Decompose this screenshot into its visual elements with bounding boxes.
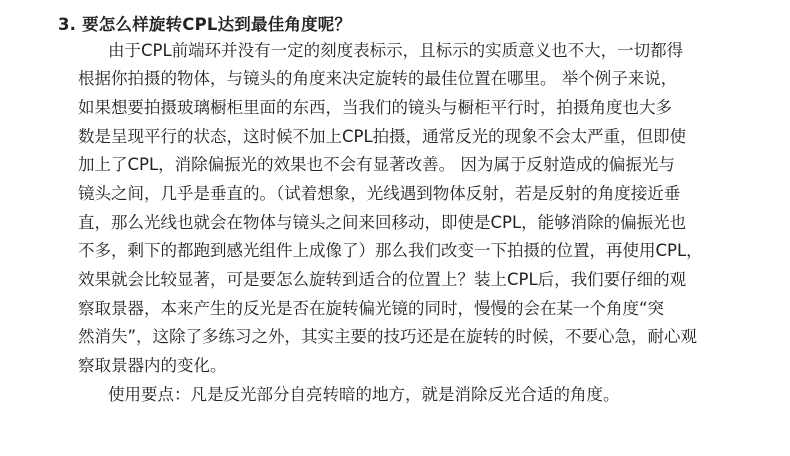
paragraph-1-line-1: 由于CPL前端环并没有一定的刻度表标示，且标示的实质意义也不大，一切都得 — [108, 41, 684, 60]
paragraph-1-line-11: 然消失”，这除了多练习之外，其实主要的技巧还是在旋转的时候，不要心急，耐心观 — [78, 327, 698, 346]
paragraph-1-line-2: 根据你拍摄的物体，与镜头的角度来决定旋转的最佳位置在哪里。 举个例子来说， — [78, 69, 678, 88]
paragraph-1-line-10: 察取景器，本来产生的反光是否在旋转偏光镜的同时，慢慢的会在某一个角度“突 — [78, 299, 665, 318]
paragraph-1-line-5: 加上了CPL，消除偏振光的效果也不会有显著改善。 因为属于反射造成的偏振光与 — [78, 155, 675, 174]
paragraph-1-line-4: 数是呈现平行的状态，这时候不加上CPL拍摄，通常反光的现象不会太严重，但即使 — [78, 127, 687, 146]
paragraph-1-line-3: 如果想要拍摄玻璃橱柜里面的东西，当我们的镜头与橱柜平行时，拍摄角度也大多 — [78, 98, 672, 117]
section-heading: 3. 要怎么样旋转CPL达到最佳角度呢？ — [58, 15, 352, 34]
paragraph-1-line-6: 镜头之间，几乎是垂直的。（试着想象，光线遇到物体反射，若是反射的角度接近垂 — [78, 184, 681, 203]
paragraph-1-line-12: 察取景器内的变化。 — [78, 356, 227, 375]
paragraph-1-line-9: 效果就会比较显著，可是要怎么旋转到适合的位置上？装上CPL后，我们要仔细的观 — [78, 270, 687, 289]
paragraph-1-line-7: 直，那么光线也就会在物体与镜头之间来回移动，即使是CPL，能够消除的偏振光也 — [78, 213, 687, 232]
paragraph-2: 使用要点：凡是反光部分自亮转暗的地方，就是消除反光合适的角度。 — [108, 385, 620, 404]
paragraph-1-line-8: 不多，剩下的都跑到感光组件上成像了）那么我们改变一下拍摄的位置，再使用CPL， — [78, 241, 703, 260]
